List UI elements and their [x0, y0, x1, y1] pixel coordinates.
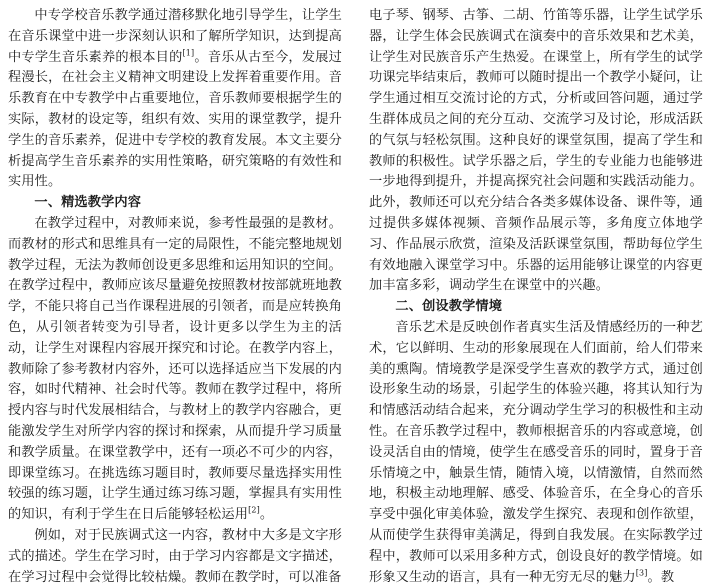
- section1-paragraph-text: 在教学过程中，对教师来说，参考性最强的是教材。而教材的形式和思维具有一定的局限性，不能完整地规划教学过程，无法为教师创设更多思维和运用知识的空间。在教学过程中，教师应该尽量避免按照教材按部就班地教学，不能只将自己当作课程进展的引领者，而是应转换角色，从引领者转变为引导者，设计更多以学生为主的活动，让学生对课程内容展开探究和讨论。在教学内容上，教师除了参考教材内容外，还可以选择适应当下发展的内容，如时代精神、社会时代等。教师在教学过程中，将所授内容与时代发展相结合，与教材上的教学内容融合，更能激发学生对所学内容的探讨和探索，从而提升学习质量和教学质量。在课堂教学中，还有一项必不可少的内容，即课堂练习。在挑选练习题目时，教师要尽量选择实用性较强的练习题，让学生通过练习练习题，掌握具有实用性的知识，有利于学生在日后能够轻松运用: [8, 215, 342, 523]
- section2-paragraph: [369, 318, 703, 588]
- left-column: [8, 6, 342, 588]
- continued-paragraph: 电子琴、钢琴、古筝、二胡、竹笛等乐器，让学生试学乐器，让学生体会民族调式在演奏中的音乐效果和艺术美，让学生对民族音乐产生热爱。在课堂上，所有学生的试学功课完毕结束后，教师可以随时提出一个教学小疑问，让学生通过相互交流讨论的方式，分析或回答问题，通过学生群体成员之间的充分互动、交流学习及讨论，形成活跃的气氛与轻松氛围。这种良好的课堂氛围，提高了学生和教师的积极性。试学乐器之后，学生的专业能力也能够进一步地得到提升，并提高探究社会问题和实践活动能力。此外，教师还可以充分结合各类多媒体设备、课件等，通过提供多媒体视频、音频作品展示等，多角度立体地学习、作品展示欣赏，渲染及活跃课堂氛围，帮助每位学生有效地融入课堂学习中。乐器的运用能够让课堂的内容更加丰富多彩，调动学生在课堂中的兴趣。: [369, 8, 703, 294]
- section-heading-select-content: 一、精选教学内容: [34, 195, 142, 211]
- intro-paragraph-text: 中专学校音乐教学通过潜移默化地引导学生，让学生在音乐课堂中进一步深刻认识和了解所学知识，达到提高中专学生音乐素养的根本目的: [8, 8, 342, 65]
- section2-paragraph-text: 音乐艺术是反映创作者真实生活及情感经历的一种艺术，它以鲜明、生动的形象展现在人们面前，给人们带来美的熏陶。情境教学是深受学生喜欢的教学方式，通过创设形象生动的场景，引起学生的体验兴趣，将其认知行为和情感活动结合起来，充分调动学生学习的积极性和主动性。在音乐教学过程中，教师根据音乐的内容或意境，创设灵活自由的情境，使学生在感受音乐的同时，置身于音乐情境之中，触景生情，随情入境，以情激情，自然而然地，积极主动地理解、感受、体验音乐，在全身心的音乐享受中强化审美体验，激发学生探究、表现和创作欲望，从而使学生获得审美满足，得到自我发展。在实际教学过程中，教师可以采用多种方式，创设良好的教学情境。如形象又生动的语言，具有一种无穷无尽的魅力: [369, 319, 703, 585]
- section-heading-create-situation: 二、创设教学情境: [395, 299, 503, 315]
- intro-paragraph-tail: 。音乐从古至今，发展过程漫长，在社会主义精神文明建设上发挥着重要作用。音乐教育在中专教学中占重要地位，音乐教师要根据学生的实际，教材的设定等，组织有效、实用的课堂教学，提升学生的音乐素养，促进中专学校的教育发展。本文主要分析提高学生音乐素养的实用性策略，研究策略的有效性和实用性。: [8, 49, 342, 190]
- right-column: [369, 6, 703, 588]
- intro-paragraph: [8, 6, 342, 193]
- citation-ref-2: [2]: [248, 505, 260, 515]
- section1-paragraph: [8, 214, 342, 526]
- citation-ref-3: [3]: [635, 568, 648, 578]
- section2-paragraph-tail: 。教: [647, 569, 675, 585]
- section1-paragraph-tail: 。: [259, 507, 274, 523]
- example-paragraph: 例如，对于民族调式这一内容，教材中大多是文字形式的描述。学生在学习时，由于学习内容都是文字描述，在学习过程中会觉得比较枯燥。教师在教学时，可以准备: [8, 527, 342, 585]
- citation-ref-1: [1]: [182, 48, 195, 58]
